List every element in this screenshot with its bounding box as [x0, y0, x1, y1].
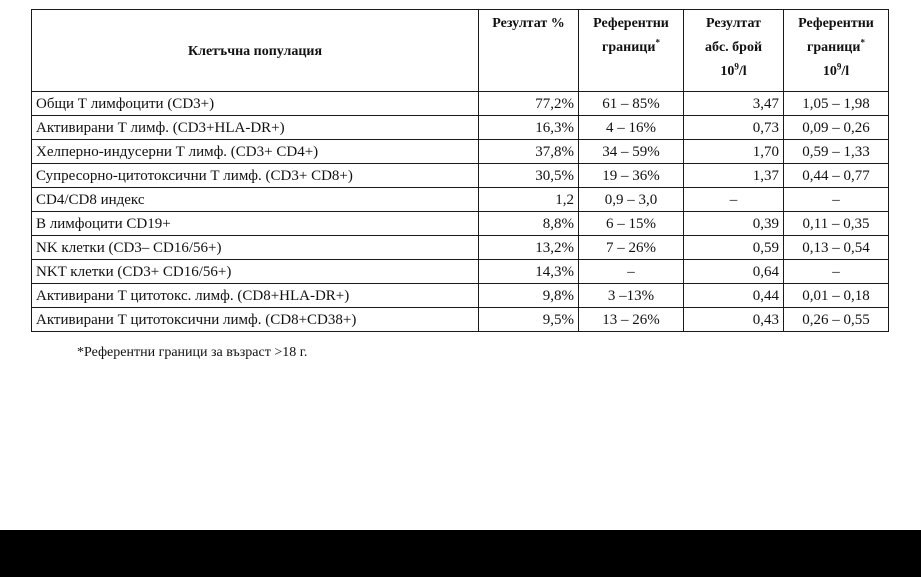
- header-reference-percent-word: граници: [602, 40, 656, 55]
- cell-reference-percent: –: [579, 260, 684, 284]
- cell-result-absolute: 0,73: [684, 116, 784, 140]
- footnote-marker: *: [655, 37, 660, 48]
- table-row: [32, 116, 889, 140]
- cell-reference-absolute: 0,44 – 0,77: [784, 164, 889, 188]
- cell-result-absolute: 0,39: [684, 212, 784, 236]
- cell-result-absolute: 0,43: [684, 308, 784, 332]
- reference-footnote: *Референтни граници за възраст >18 г.: [77, 345, 308, 360]
- cell-population: NKT клетки (CD3+ CD16/56+): [32, 260, 479, 284]
- header-result-absolute: [684, 10, 784, 92]
- table-row: [32, 236, 889, 260]
- cell-result-absolute: 0,59: [684, 236, 784, 260]
- cell-result-percent: 9,8%: [479, 284, 579, 308]
- header-result-absolute-line2: абс. брой: [704, 40, 763, 55]
- table-header-row: [32, 10, 889, 92]
- header-reference-absolute-line2: [787, 36, 885, 60]
- header-reference-percent-line1: Референтни: [593, 16, 669, 31]
- cell-reference-absolute: 0,01 – 0,18: [784, 284, 889, 308]
- header-reference-percent: [579, 10, 684, 92]
- footnote-marker: *: [860, 37, 865, 48]
- table-row: [32, 164, 889, 188]
- cell-population: Общи Т лимфоцити (CD3+): [32, 92, 479, 116]
- table-row: [32, 92, 889, 116]
- header-reference-absolute-unit: [787, 60, 885, 84]
- cell-result-percent: 9,5%: [479, 308, 579, 332]
- cell-reference-percent: 7 – 26%: [579, 236, 684, 260]
- header-reference-absolute-word: граници: [807, 40, 861, 55]
- cell-result-absolute: 1,37: [684, 164, 784, 188]
- cell-result-percent: 1,2: [479, 188, 579, 212]
- cell-result-absolute: –: [684, 188, 784, 212]
- unit-tail: /l: [841, 64, 850, 79]
- header-result-percent-label: Резултат %: [492, 16, 565, 31]
- unit-base: 10: [822, 64, 837, 79]
- table-row: [32, 260, 889, 284]
- table-row: [32, 212, 889, 236]
- cell-population: NK клетки (CD3– CD16/56+): [32, 236, 479, 260]
- cell-result-percent: 13,2%: [479, 236, 579, 260]
- bottom-black-bar: [0, 530, 921, 577]
- cell-result-absolute: 3,47: [684, 92, 784, 116]
- header-result-absolute-line1: Резултат: [706, 16, 761, 31]
- unit-exponent: 9: [734, 61, 739, 72]
- cell-reference-absolute: –: [784, 188, 889, 212]
- cell-reference-absolute: 0,59 – 1,33: [784, 140, 889, 164]
- header-result-percent: [479, 10, 579, 92]
- cell-reference-absolute: 0,13 – 0,54: [784, 236, 889, 260]
- cell-population: Активирани Т цитотоксични лимф. (CD8+CD38+): [32, 308, 479, 332]
- cell-reference-percent: 61 – 85%: [579, 92, 684, 116]
- cell-reference-percent: 34 – 59%: [579, 140, 684, 164]
- cell-population: Активирани Т цитотокс. лимф. (CD8+HLA-DR+): [32, 284, 479, 308]
- header-result-absolute-unit: [687, 60, 780, 84]
- header-reference-absolute: [784, 10, 889, 92]
- cell-result-absolute: 0,64: [684, 260, 784, 284]
- cell-population: Супресорно-цитотоксични Т лимф. (CD3+ CD8+): [32, 164, 479, 188]
- cell-result-percent: 30,5%: [479, 164, 579, 188]
- cell-population: Хелперно-индусерни Т лимф. (CD3+ CD4+): [32, 140, 479, 164]
- cell-reference-percent: 19 – 36%: [579, 164, 684, 188]
- cell-reference-absolute: 1,05 – 1,98: [784, 92, 889, 116]
- cell-result-percent: 37,8%: [479, 140, 579, 164]
- cell-reference-percent: 13 – 26%: [579, 308, 684, 332]
- table-row: [32, 188, 889, 212]
- cell-result-percent: 8,8%: [479, 212, 579, 236]
- cell-reference-percent: 4 – 16%: [579, 116, 684, 140]
- unit-tail: /l: [738, 64, 747, 79]
- cell-reference-absolute: 0,09 – 0,26: [784, 116, 889, 140]
- cell-result-absolute: 0,44: [684, 284, 784, 308]
- cell-reference-percent: 0,9 – 3,0: [579, 188, 684, 212]
- table-row: [32, 284, 889, 308]
- cell-reference-absolute: 0,26 – 0,55: [784, 308, 889, 332]
- cell-reference-percent: 6 – 15%: [579, 212, 684, 236]
- cell-result-percent: 16,3%: [479, 116, 579, 140]
- immunophenotype-table: [31, 9, 889, 332]
- header-reference-percent-line2: [582, 36, 680, 60]
- results-document: [31, 9, 889, 362]
- cell-result-absolute: 1,70: [684, 140, 784, 164]
- cell-result-percent: 77,2%: [479, 92, 579, 116]
- header-population: [32, 10, 479, 92]
- cell-population: В лимфоцити CD19+: [32, 212, 479, 236]
- cell-reference-absolute: –: [784, 260, 889, 284]
- table-row: [32, 140, 889, 164]
- cell-population: CD4/CD8 индекс: [32, 188, 479, 212]
- header-reference-absolute-line1: Референтни: [798, 16, 874, 31]
- table-row: [32, 308, 889, 332]
- cell-result-percent: 14,3%: [479, 260, 579, 284]
- cell-reference-percent: 3 –13%: [579, 284, 684, 308]
- cell-population: Активирани Т лимф. (CD3+HLA-DR+): [32, 116, 479, 140]
- header-population-label: Клетъчна популация: [187, 43, 323, 59]
- unit-exponent: 9: [836, 61, 842, 72]
- unit-base: 10: [720, 64, 735, 79]
- cell-reference-absolute: 0,11 – 0,35: [784, 212, 889, 236]
